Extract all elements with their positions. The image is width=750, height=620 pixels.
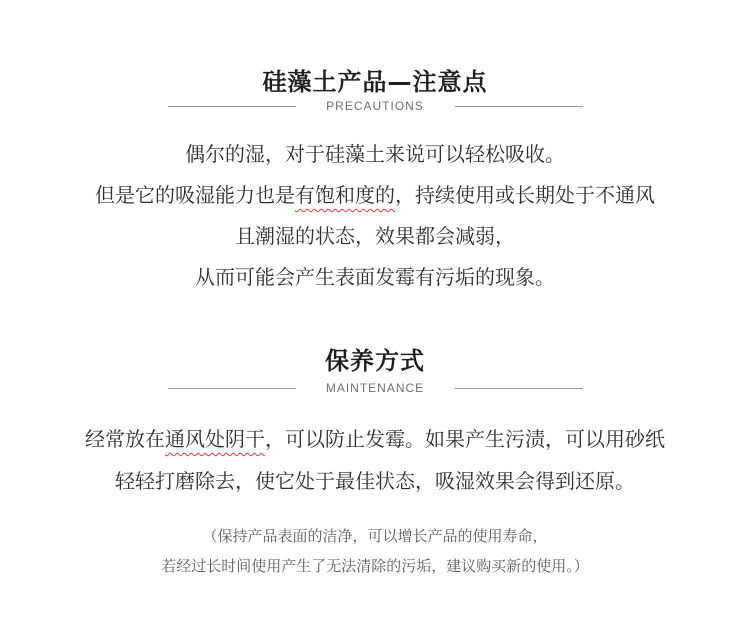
precautions-line-2 <box>0 181 750 209</box>
precautions-line-4: 从而可能会产生表面发霉有污垢的现象。 <box>195 265 555 289</box>
precautions-subtitle: PRECAUTIONS <box>326 99 424 113</box>
maintenance-line-1-before: 经常放在 <box>85 427 165 451</box>
maintenance-line-2: 轻轻打磨除去，使它处于最佳状态，吸湿效果会得到还原。 <box>115 469 635 493</box>
divider-right <box>455 388 583 389</box>
precautions-line-2-after: ，持续使用或长期处于不通风 <box>395 183 655 207</box>
highlight-ventilated-shade: 通风处阴干 <box>165 427 265 451</box>
precautions-line-1: 偶尔的湿，对于硅藻土来说可以轻松吸收。 <box>185 142 565 166</box>
maintenance-title: 保养方式 <box>325 347 425 375</box>
precautions-line-3: 且潮湿的状态，效果都会减弱， <box>235 224 515 248</box>
precautions-line-2-before: 但是它的吸湿能力也是 <box>95 183 295 207</box>
note-line-1: （保持产品表面的洁净，可以增长产品的使用寿命， <box>202 527 548 545</box>
maintenance-line-1 <box>0 425 750 453</box>
precautions-subtitle-row <box>0 99 750 113</box>
divider-right <box>455 106 583 107</box>
maintenance-subtitle: MAINTENANCE <box>325 381 425 395</box>
precautions-title: 硅藻土产品—注意点 <box>262 68 488 96</box>
highlight-saturation: 有饱和度的 <box>295 183 395 207</box>
maintenance-line-1-after: ，可以防止发霉。如果产生污渍，可以用砂纸 <box>265 427 665 451</box>
note-line-2: 若经过长时间使用产生了无法清除的污垢，建议购买新的使用。） <box>161 557 589 575</box>
maintenance-subtitle-row <box>0 381 750 395</box>
